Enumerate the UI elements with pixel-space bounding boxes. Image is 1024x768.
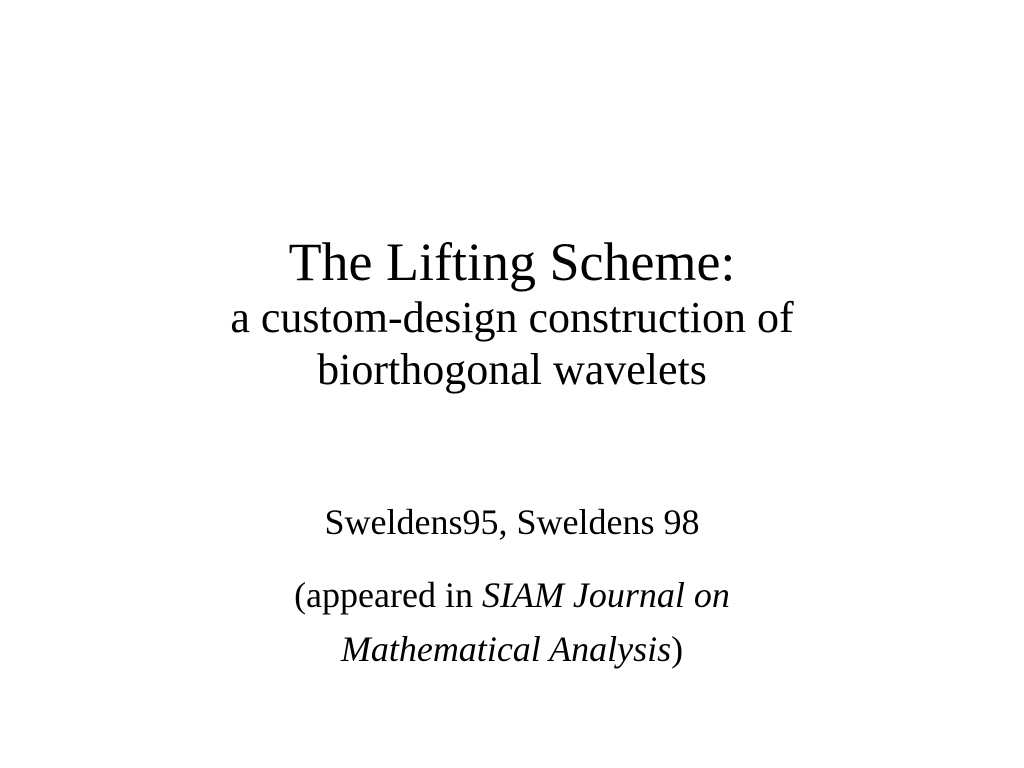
appeared-prefix: (appeared in	[294, 575, 482, 615]
title-subtitle-line-2: biorthogonal wavelets	[317, 345, 707, 394]
appeared-suffix: )	[671, 629, 684, 669]
title-main: The Lifting Scheme:	[288, 232, 736, 292]
slide-title	[60, 232, 964, 396]
publication-note	[120, 568, 904, 676]
journal-name-part-1: SIAM Journal on	[481, 575, 730, 615]
slide-subtitle	[120, 500, 904, 676]
citations-text: Sweldens95, Sweldens 98	[324, 502, 700, 542]
title-subtitle-line-1: a custom-design construction of	[230, 293, 794, 342]
journal-name-part-2: Mathematical Analysis	[340, 629, 672, 669]
